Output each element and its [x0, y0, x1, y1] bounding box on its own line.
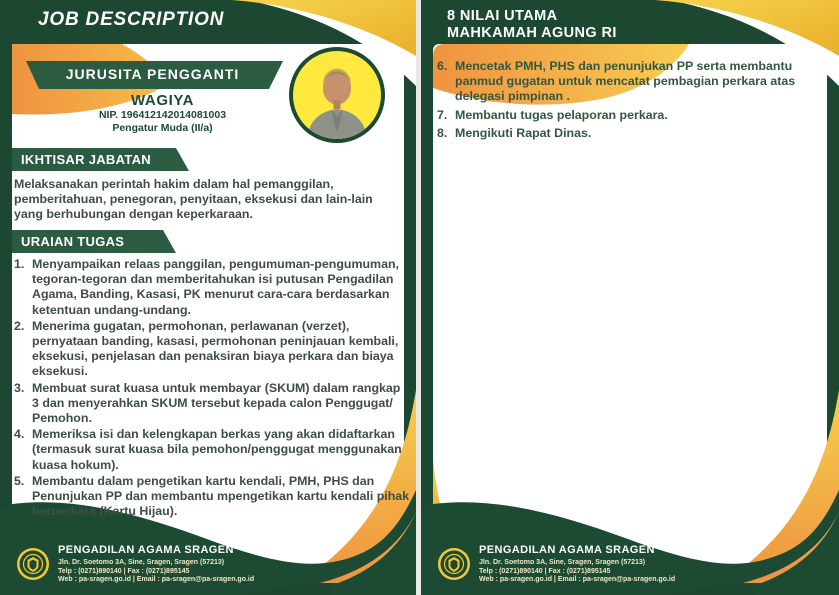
- footer-address: Jln. Dr. Soetomo 3A, Sine, Sragen, Sragen (57213): [479, 559, 646, 566]
- task-number: 1.: [14, 257, 25, 271]
- footer-phone: Telp : (0271)890140 | Fax : (0271)895145: [58, 567, 190, 575]
- task-number: 2.: [14, 318, 25, 333]
- task-item: [437, 59, 827, 105]
- section1-body: Melaksanakan perintah hakim dalam hal pemanggilan, pemberitahuan, penegoran, penyitaan, eksekusi dan lain-lain yang berhubungan dengan keperkaraan.: [14, 177, 373, 222]
- person-name: WAGIYA: [130, 92, 195, 109]
- task-number: 7.: [437, 107, 448, 122]
- task-text: Mencetak PMH, PHS dan penunjukan PP serta membantu panmud gugatan untuk mencatat pembagian perkara atas delegasi pimpinan .: [455, 59, 796, 104]
- task-text: Membuat surat kuasa untuk membayar (SKUM) dalam rangkap 3 dan menyerahkan SKUM tersebut kepada calon Penggugat/ Pemohon.: [32, 380, 401, 426]
- person-rank: Pengatur Muda (II/a): [112, 122, 213, 134]
- task-text: Menyampaikan relaas panggilan, pengumuman-pengumuman, tegoran-tegoran dan memberitahukan isi putusan Pengadilan Agama, Banding, Kasasi, PK menurut cara-cara berdasarkan ketentuan undang-undang.: [32, 257, 399, 317]
- footer-address: Jln. Dr. Soetomo 3A, Sine, Sragen, Sragen (57213): [58, 559, 225, 566]
- task-item: [14, 381, 410, 427]
- footer-web-email: Web : pa-sragen.go.id | Email : pa-sragen@pa-sragen.go.id: [58, 576, 255, 583]
- task-list: [437, 59, 827, 144]
- employee-photo: [286, 44, 388, 146]
- footer-phone: Telp : (0271)890140 | Fax : (0271)895145: [479, 567, 611, 575]
- task-number: 5.: [14, 473, 25, 488]
- task-item: [14, 474, 410, 520]
- task-item: [437, 108, 827, 123]
- task-item: [437, 126, 827, 141]
- section1-title: IKHTISAR JABATAN: [21, 152, 151, 167]
- person-nip: NIP. 196412142014081003: [98, 109, 227, 121]
- task-item: [14, 257, 410, 318]
- right-page: [421, 0, 839, 595]
- photo-background: [293, 51, 381, 139]
- page-title-line1: 8 NILAI UTAMA: [447, 8, 558, 24]
- task-number: 6.: [437, 59, 448, 73]
- page-title-line2: MAHKAMAH AGUNG RI: [447, 24, 617, 41]
- task-text: Memeriksa isi dan kelengkapan berkas yang akan didaftarkan (termasuk surat kuasa bila pemohon/penggugat menggunakan kuasa hokum).: [32, 427, 402, 472]
- task-item: [14, 427, 410, 473]
- task-number: 3.: [14, 380, 25, 395]
- footer-text: [479, 543, 675, 585]
- left-page: [0, 0, 416, 595]
- footer-org-name: PENGADILAN AGAMA SRAGEN: [479, 544, 655, 556]
- footer-web-email: Web : pa-sragen.go.id | Email : pa-sragen@pa-sragen.go.id: [479, 576, 676, 583]
- page-title: [447, 8, 617, 41]
- task-item: [14, 319, 410, 380]
- footer-text: [58, 543, 254, 585]
- footer-org-name: PENGADILAN AGAMA SRAGEN: [58, 544, 234, 556]
- court-seal-logo: [16, 547, 50, 581]
- task-text: Menerima gugatan, permohonan, perlawanan (verzet), pernyataan banding, kasasi, permohonan peninjauan kembali, eksekusi, penjelasan dan penaksiran biaya perkara dan biaya eksekusi.: [32, 318, 399, 379]
- footer: [16, 543, 396, 585]
- page-title: JOB DESCRIPTION: [38, 9, 225, 30]
- task-number: 4.: [14, 427, 25, 442]
- court-seal-logo: [437, 547, 471, 581]
- position-banner-label: JURUSITA PENGGANTI: [65, 66, 240, 82]
- person-portrait-graphic: [293, 51, 381, 139]
- footer: [437, 543, 817, 585]
- section2-title: URAIAN TUGAS: [21, 234, 125, 249]
- person-identity: [30, 92, 295, 135]
- task-text: Membantu tugas pelaporan perkara.: [455, 107, 668, 122]
- task-number: 8.: [437, 125, 448, 140]
- task-list: [14, 257, 410, 520]
- task-text: Membantu dalam pengetikan kartu kendali, PMH, PHS dan Penunjukan PP dan membantu mpengetikan kartu kendali pihak berperkara (Kartu Hijau).: [32, 473, 410, 519]
- task-text: Mengikuti Rapat Dinas.: [455, 125, 592, 140]
